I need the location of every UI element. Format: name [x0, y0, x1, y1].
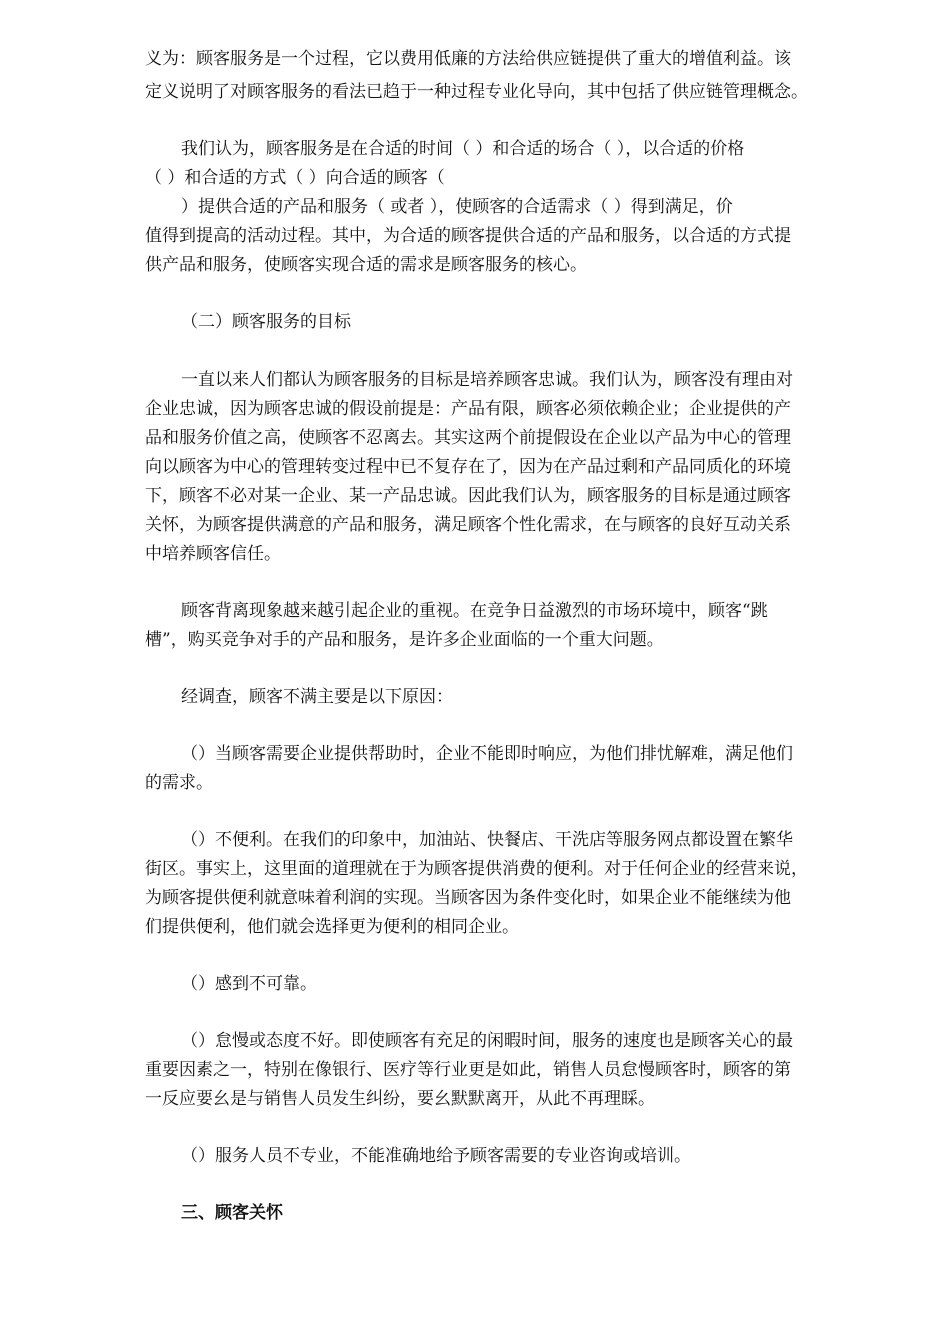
reason-1-line-2: 的需求。: [145, 773, 213, 793]
goal-line-1: 一直以来人们都认为顾客服务的目标是培养顾客忠诚。我们认为，顾客没有理由对: [181, 370, 793, 390]
goal-line-2: 企业忠诚，因为顾客忠诚的假设前提是：产品有限，顾客必须依赖企业；企业提供的产: [145, 399, 791, 419]
definition-line-4: 值得到提高的活动过程。其中，为合适的顾客提供合适的产品和服务，以合适的方式提: [145, 226, 791, 246]
definition-line-5: 供产品和服务，使顾客实现合适的需求是顾客服务的核心。: [145, 255, 587, 275]
survey-intro: 经调查，顾客不满主要是以下原因：: [181, 687, 453, 707]
subheading-goal: （二）顾客服务的目标: [181, 312, 351, 332]
goal-line-7: 中培养顾客信任。: [145, 544, 281, 564]
reason-4-line-2: 重要因素之一，特别在像银行、医疗等行业更是如此，销售人员怠慢顾客时，顾客的第: [145, 1060, 791, 1080]
goal-line-3: 品和服务价值之高，使顾客不忍离去。其实这两个前提假设在企业以产品为中心的管理: [145, 428, 791, 448]
definition-line-2: （ ）和合适的方式（ ）向合适的顾客（: [145, 168, 445, 188]
reason-2-line-2: 街区。事实上，这里面的道理就在于为顾客提供消费的便利。对于任何企业的经营来说，: [145, 859, 808, 879]
intro-line-2: 定义说明了对顾客服务的看法已趋于一种过程专业化导向，其中包括了供应链管理概念。: [145, 82, 808, 102]
reason-5: （）服务人员不专业，不能准确地给予顾客需要的专业咨询或培训。: [181, 1146, 691, 1166]
reason-2-line-4: 们提供便利，他们就会选择更为便利的相同企业。: [145, 917, 519, 937]
reason-2-line-1: （）不便利。在我们的印象中，加油站、快餐店、干洗店等服务网点都设置在繁华: [181, 830, 793, 850]
goal-line-5: 下，顾客不必对某一企业、某一产品忠诚。因此我们认为，顾客服务的目标是通过顾客: [145, 486, 791, 506]
goal-line-6: 关怀，为顾客提供满意的产品和服务，满足顾客个性化需求，在与顾客的良好互动关系: [145, 515, 791, 535]
goal-line-4: 向以顾客为中心的管理转变过程中已不复存在了，因为在产品过剩和产品同质化的环境: [145, 457, 791, 477]
defection-line-1: 顾客背离现象越来越引起企业的重视。在竞争日益激烈的市场环境中，顾客“跳: [181, 601, 768, 621]
reason-3: （）感到不可靠。: [181, 974, 317, 994]
heading-customer-care: 三、顾客关怀: [181, 1203, 283, 1223]
defection-line-2: 槽”，购买竞争对手的产品和服务，是许多企业面临的一个重大问题。: [145, 630, 664, 650]
reason-4-line-3: 一反应要幺是与销售人员发生纠纷，要幺默默离开，从此不再理睬。: [145, 1089, 655, 1109]
reason-4-line-1: （）怠慢或态度不好。即使顾客有充足的闲暇时间，服务的速度也是顾客关心的最: [181, 1031, 793, 1051]
reason-2-line-3: 为顾客提供便利就意味着利润的实现。当顾客因为条件变化时，如果企业不能继续为他: [145, 888, 791, 908]
reason-1-line-1: （）当顾客需要企业提供帮助时，企业不能即时响应，为他们排忧解难，满足他们: [181, 744, 793, 764]
definition-line-1: 我们认为，顾客服务是在合适的时间（ ）和合适的场合（ ），以合适的价格: [181, 139, 745, 159]
intro-line-1: 义为：顾客服务是一个过程，它以费用低廉的方法给供应链提供了重大的增值利益。该: [145, 49, 791, 69]
definition-line-3: ）提供合适的产品和服务（ 或者 ），使顾客的合适需求（ ）得到满足，价: [181, 197, 733, 217]
